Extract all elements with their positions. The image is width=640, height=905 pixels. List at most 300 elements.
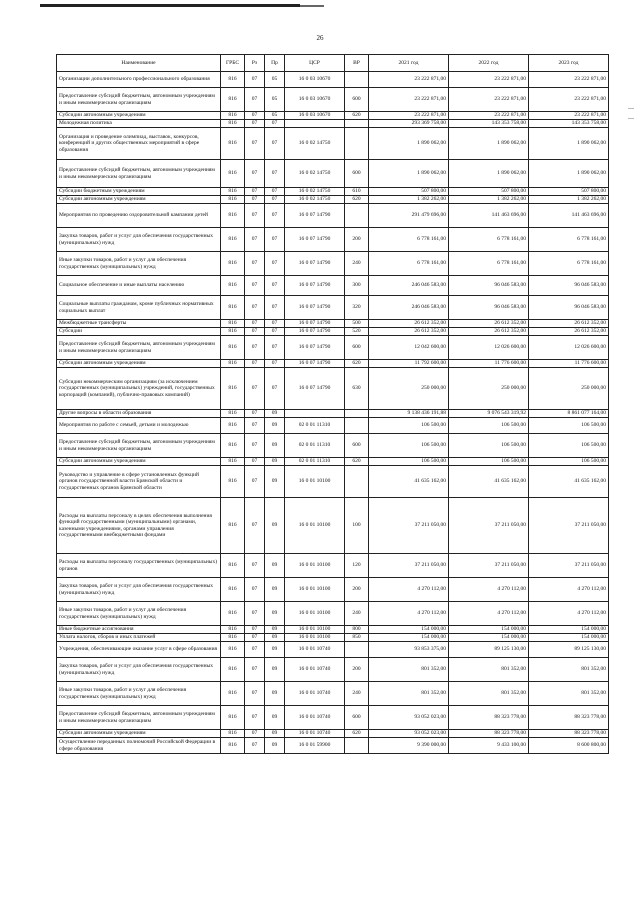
- cell-2021: 23 222 871,00: [369, 88, 449, 112]
- cell-2021: 246 046 583,00: [369, 276, 449, 296]
- cell-rz: 07: [245, 160, 265, 188]
- cell-name: Субсидии автономным учреждениям: [57, 112, 221, 120]
- cell-2022: 11 776 600,00: [449, 360, 529, 368]
- cell-pr: 07: [265, 160, 285, 188]
- table-row: [57, 196, 609, 204]
- cell-2021: 1 890 062,00: [369, 128, 449, 160]
- cell-pr: 07: [265, 320, 285, 328]
- cell-pr: 09: [265, 634, 285, 642]
- cell-pr: 07: [265, 196, 285, 204]
- cell-2021: 507 800,00: [369, 188, 449, 196]
- cell-rz: 07: [245, 578, 265, 602]
- cell-name: Закупка товаров, работ и услуг для обеспечения государственных (муниципальных) нужд: [57, 578, 221, 602]
- cell-csr: 16 0 02 14750: [285, 128, 345, 160]
- cell-csr: 16 0 01 10740: [285, 642, 345, 658]
- cell-name: Осуществление переданных полномочий Российской Федерации в сфере образования: [57, 738, 221, 754]
- cell-vr: 620: [345, 360, 369, 368]
- cell-csr: 16 0 01 10100: [285, 634, 345, 642]
- cell-2023: 801 352,00: [529, 682, 609, 706]
- cell-2023: 143 353 758,00: [529, 120, 609, 128]
- cell-pr: 09: [265, 682, 285, 706]
- table-row: [57, 682, 609, 706]
- table-row: [57, 188, 609, 196]
- cell-2021: 37 211 050,00: [369, 554, 449, 578]
- cell-2021: 23 222 871,00: [369, 112, 449, 120]
- table-row: [57, 642, 609, 658]
- cell-vr: [345, 120, 369, 128]
- cell-pr: 07: [265, 252, 285, 276]
- cell-2021: 291 479 696,00: [369, 204, 449, 228]
- cell-csr: 16 0 01 10740: [285, 730, 345, 738]
- table-row: [57, 626, 609, 634]
- cell-name: Мероприятия по работе с семьей, детьми и молодежью: [57, 418, 221, 434]
- cell-name: Предоставление субсидий бюджетным, автономным учреждениям и иным некоммерческим организациям: [57, 706, 221, 730]
- cell-name: Субсидии автономным учреждениям: [57, 360, 221, 368]
- cell-rz: 07: [245, 410, 265, 418]
- cell-2022: 1 890 062,00: [449, 128, 529, 160]
- cell-grbs: 816: [221, 626, 245, 634]
- cell-grbs: 816: [221, 252, 245, 276]
- cell-2021: 801 352,00: [369, 658, 449, 682]
- cell-name: Иные закупки товаров, работ и услуг для обеспечения государственных (муниципальных) нужд: [57, 252, 221, 276]
- cell-csr: 16 0 07 14790: [285, 228, 345, 252]
- table-row: [57, 112, 609, 120]
- cell-csr: [285, 120, 345, 128]
- cell-2021: 154 000,00: [369, 626, 449, 634]
- cell-2022: 9 433 100,00: [449, 738, 529, 754]
- cell-2023: 8 600 800,00: [529, 738, 609, 754]
- cell-pr: 07: [265, 328, 285, 336]
- col-header-2023: 2023 год: [529, 55, 609, 72]
- scan-artifact-line: [300, 5, 324, 7]
- cell-grbs: 816: [221, 418, 245, 434]
- cell-vr: 520: [345, 328, 369, 336]
- cell-2023: 1 890 062,00: [529, 160, 609, 188]
- cell-2022: 88 323 778,00: [449, 706, 529, 730]
- cell-2023: 1 890 062,00: [529, 128, 609, 160]
- cell-pr: 09: [265, 578, 285, 602]
- cell-vr: 610: [345, 188, 369, 196]
- cell-2022: 88 323 778,00: [449, 730, 529, 738]
- cell-2022: 9 076 543 319,92: [449, 410, 529, 418]
- cell-grbs: 816: [221, 738, 245, 754]
- cell-csr: 16 0 07 14790: [285, 328, 345, 336]
- col-header-csr: ЦСР: [285, 55, 345, 72]
- cell-pr: 09: [265, 642, 285, 658]
- table-row: [57, 738, 609, 754]
- cell-grbs: 816: [221, 336, 245, 360]
- cell-grbs: 816: [221, 320, 245, 328]
- cell-2022: 23 222 871,00: [449, 88, 529, 112]
- cell-2022: 23 222 871,00: [449, 112, 529, 120]
- cell-2023: 12 026 600,00: [529, 336, 609, 360]
- cell-2021: 4 270 112,00: [369, 602, 449, 626]
- cell-pr: 09: [265, 626, 285, 634]
- cell-rz: 07: [245, 276, 265, 296]
- table-row: [57, 336, 609, 360]
- cell-2022: 143 353 758,00: [449, 120, 529, 128]
- cell-2022: 1 382 262,00: [449, 196, 529, 204]
- cell-pr: 05: [265, 72, 285, 88]
- cell-2023: 250 000,00: [529, 368, 609, 410]
- cell-name: Субсидии: [57, 328, 221, 336]
- cell-name: Закупка товаров, работ и услуг для обеспечения государственных (муниципальных) нужд: [57, 228, 221, 252]
- cell-2023: 8 861 077 164,00: [529, 410, 609, 418]
- cell-grbs: 816: [221, 160, 245, 188]
- cell-2021: 12 042 600,00: [369, 336, 449, 360]
- cell-2021: 1 382 262,00: [369, 196, 449, 204]
- cell-2023: 96 046 583,00: [529, 276, 609, 296]
- cell-2021: 6 778 161,00: [369, 228, 449, 252]
- cell-vr: [345, 204, 369, 228]
- scan-mark: [628, 118, 634, 119]
- cell-name: Субсидии автономным учреждениям: [57, 730, 221, 738]
- table-row: [57, 458, 609, 466]
- cell-2023: 507 800,00: [529, 188, 609, 196]
- cell-pr: 07: [265, 204, 285, 228]
- cell-grbs: 816: [221, 128, 245, 160]
- cell-vr: [345, 418, 369, 434]
- cell-name: Уплата налогов, сборов и иных платежей: [57, 634, 221, 642]
- table-row: [57, 434, 609, 458]
- cell-csr: 16 0 01 10100: [285, 554, 345, 578]
- cell-pr: 07: [265, 276, 285, 296]
- cell-rz: 07: [245, 196, 265, 204]
- cell-2023: 89 125 130,00: [529, 642, 609, 658]
- cell-vr: [345, 410, 369, 418]
- cell-csr: 16 0 01 59900: [285, 738, 345, 754]
- cell-name: Организации дополнительного профессионального образования: [57, 72, 221, 88]
- cell-name: Предоставление субсидий бюджетным, автономным учреждениям и иным некоммерческим организациям: [57, 336, 221, 360]
- cell-2023: 801 352,00: [529, 658, 609, 682]
- cell-pr: 07: [265, 368, 285, 410]
- table-row: [57, 602, 609, 626]
- cell-csr: 16 0 07 14790: [285, 252, 345, 276]
- cell-grbs: 816: [221, 196, 245, 204]
- cell-rz: 07: [245, 434, 265, 458]
- cell-csr: 16 0 02 14750: [285, 160, 345, 188]
- col-header-2021: 2021 год: [369, 55, 449, 72]
- table-row: [57, 658, 609, 682]
- table-row: [57, 634, 609, 642]
- cell-vr: 200: [345, 228, 369, 252]
- cell-2023: 106 500,00: [529, 434, 609, 458]
- table-row: [57, 554, 609, 578]
- table-row: [57, 410, 609, 418]
- cell-2021: 6 778 161,00: [369, 252, 449, 276]
- cell-name: Предоставление субсидий бюджетным, автономным учреждениям и иным некоммерческим организациям: [57, 160, 221, 188]
- cell-vr: 600: [345, 434, 369, 458]
- cell-2023: 154 000,00: [529, 626, 609, 634]
- cell-2022: 801 352,00: [449, 658, 529, 682]
- table-row: [57, 120, 609, 128]
- cell-name: Субсидии бюджетным учреждениям: [57, 188, 221, 196]
- col-header-2022: 2022 год: [449, 55, 529, 72]
- cell-name: Социальные выплаты гражданам, кроме публичных нормативных социальных выплат: [57, 296, 221, 320]
- cell-vr: 320: [345, 296, 369, 320]
- col-header-rz: Рз: [245, 55, 265, 72]
- cell-csr: 16 0 01 10100: [285, 626, 345, 634]
- cell-grbs: 816: [221, 328, 245, 336]
- table-row: [57, 276, 609, 296]
- cell-2023: 23 222 871,00: [529, 72, 609, 88]
- cell-pr: 09: [265, 658, 285, 682]
- cell-name: Руководство и управление в сфере установленных функций органов государственной власти Брянской области и государственных органов Брянской области: [57, 466, 221, 498]
- cell-vr: 600: [345, 706, 369, 730]
- cell-2022: 96 046 583,00: [449, 276, 529, 296]
- cell-pr: 05: [265, 112, 285, 120]
- cell-csr: 16 0 07 14790: [285, 336, 345, 360]
- cell-grbs: 816: [221, 120, 245, 128]
- cell-vr: 600: [345, 88, 369, 112]
- cell-name: Мероприятия по проведению оздоровительной кампании детей: [57, 204, 221, 228]
- cell-rz: 07: [245, 228, 265, 252]
- cell-csr: 16 0 01 10100: [285, 466, 345, 498]
- cell-2021: 9 390 000,00: [369, 738, 449, 754]
- cell-pr: 09: [265, 434, 285, 458]
- cell-2021: 106 500,00: [369, 458, 449, 466]
- cell-2021: 23 222 871,00: [369, 72, 449, 88]
- cell-rz: 07: [245, 368, 265, 410]
- budget-table: [56, 54, 609, 754]
- cell-grbs: 816: [221, 88, 245, 112]
- cell-2021: 9 138 436 191,88: [369, 410, 449, 418]
- cell-rz: 07: [245, 120, 265, 128]
- cell-2022: 41 635 162,00: [449, 466, 529, 498]
- cell-rz: 07: [245, 72, 265, 88]
- cell-csr: 16 0 02 14750: [285, 188, 345, 196]
- cell-2022: 23 222 871,00: [449, 72, 529, 88]
- cell-2022: 89 125 130,00: [449, 642, 529, 658]
- cell-grbs: 816: [221, 682, 245, 706]
- cell-grbs: 816: [221, 72, 245, 88]
- cell-csr: 16 0 07 14790: [285, 276, 345, 296]
- cell-pr: 09: [265, 458, 285, 466]
- cell-2021: 801 352,00: [369, 682, 449, 706]
- cell-2022: 106 500,00: [449, 434, 529, 458]
- cell-2023: 26 612 352,00: [529, 320, 609, 328]
- cell-rz: 07: [245, 634, 265, 642]
- cell-2022: 154 000,00: [449, 634, 529, 642]
- cell-2023: 37 211 050,00: [529, 498, 609, 554]
- cell-csr: 16 0 02 14750: [285, 196, 345, 204]
- cell-grbs: 816: [221, 730, 245, 738]
- cell-name: Организация и проведение олимпиад, выставок, конкурсов, конференций и других общественных мероприятий в сфере образования: [57, 128, 221, 160]
- cell-2021: 11 792 600,00: [369, 360, 449, 368]
- table-row: [57, 128, 609, 160]
- cell-grbs: 816: [221, 602, 245, 626]
- table-row: [57, 320, 609, 328]
- cell-rz: 07: [245, 328, 265, 336]
- cell-grbs: 816: [221, 554, 245, 578]
- table-row: [57, 204, 609, 228]
- cell-name: Межбюджетные трансферты: [57, 320, 221, 328]
- cell-2021: 1 890 062,00: [369, 160, 449, 188]
- cell-2021: 106 500,00: [369, 418, 449, 434]
- cell-2021: 37 211 050,00: [369, 498, 449, 554]
- cell-2023: 88 323 778,00: [529, 706, 609, 730]
- cell-2022: 801 352,00: [449, 682, 529, 706]
- cell-csr: 16 0 07 14790: [285, 368, 345, 410]
- cell-grbs: 816: [221, 296, 245, 320]
- cell-name: Иные закупки товаров, работ и услуг для обеспечения государственных (муниципальных) нужд: [57, 602, 221, 626]
- cell-rz: 07: [245, 466, 265, 498]
- cell-name: Молодежная политика: [57, 120, 221, 128]
- cell-pr: 09: [265, 554, 285, 578]
- cell-2023: 4 270 112,00: [529, 602, 609, 626]
- cell-vr: [345, 642, 369, 658]
- col-header-grbs: ГРБС: [221, 55, 245, 72]
- table-row: [57, 498, 609, 554]
- cell-2023: 41 635 162,00: [529, 466, 609, 498]
- table-row: [57, 328, 609, 336]
- cell-2023: 141 463 696,00: [529, 204, 609, 228]
- cell-csr: 16 0 01 10740: [285, 682, 345, 706]
- cell-grbs: 816: [221, 578, 245, 602]
- cell-2022: 37 211 050,00: [449, 554, 529, 578]
- cell-csr: 16 0 03 10670: [285, 112, 345, 120]
- cell-name: Социальное обеспечение и иные выплаты населению: [57, 276, 221, 296]
- cell-rz: 07: [245, 626, 265, 634]
- cell-2021: 93 853 375,00: [369, 642, 449, 658]
- cell-2023: 88 323 778,00: [529, 730, 609, 738]
- cell-rz: 07: [245, 252, 265, 276]
- cell-2023: 6 778 161,00: [529, 252, 609, 276]
- cell-pr: 09: [265, 410, 285, 418]
- col-header-vr: ВР: [345, 55, 369, 72]
- cell-2021: 154 000,00: [369, 634, 449, 642]
- cell-pr: 07: [265, 228, 285, 252]
- cell-csr: 16 0 03 10670: [285, 88, 345, 112]
- cell-rz: 07: [245, 602, 265, 626]
- cell-name: Субсидии автономным учреждениям: [57, 196, 221, 204]
- cell-pr: 07: [265, 188, 285, 196]
- cell-csr: 02 0 01 11310: [285, 418, 345, 434]
- cell-2022: 12 026 600,00: [449, 336, 529, 360]
- cell-name: Субсидии некоммерческим организациям (за исключением государственных (муниципальных) учреждений, государственных корпораций (компаний), публично-правовых компаний): [57, 368, 221, 410]
- cell-2023: 4 270 112,00: [529, 578, 609, 602]
- cell-2023: 37 211 050,00: [529, 554, 609, 578]
- cell-rz: 07: [245, 188, 265, 196]
- cell-vr: [345, 738, 369, 754]
- cell-pr: 07: [265, 296, 285, 320]
- cell-2022: 6 778 161,00: [449, 228, 529, 252]
- cell-2022: 250 000,00: [449, 368, 529, 410]
- cell-2022: 4 270 112,00: [449, 578, 529, 602]
- cell-grbs: 816: [221, 634, 245, 642]
- cell-2022: 106 500,00: [449, 458, 529, 466]
- cell-2022: 6 778 161,00: [449, 252, 529, 276]
- cell-vr: 100: [345, 498, 369, 554]
- cell-vr: [345, 466, 369, 498]
- cell-rz: 07: [245, 296, 265, 320]
- cell-csr: 16 0 01 10100: [285, 602, 345, 626]
- cell-name: Расходы на выплаты персоналу государственных (муниципальных) органов: [57, 554, 221, 578]
- cell-csr: 02 0 01 11310: [285, 434, 345, 458]
- cell-grbs: 816: [221, 434, 245, 458]
- cell-2023: 96 046 583,00: [529, 296, 609, 320]
- cell-2021: 41 635 162,00: [369, 466, 449, 498]
- cell-2022: 106 500,00: [449, 418, 529, 434]
- col-header-pr: Пр: [265, 55, 285, 72]
- cell-csr: 16 0 07 14790: [285, 360, 345, 368]
- cell-pr: 09: [265, 706, 285, 730]
- cell-rz: 07: [245, 706, 265, 730]
- cell-csr: 16 0 07 14790: [285, 204, 345, 228]
- cell-vr: 850: [345, 634, 369, 642]
- cell-rz: 07: [245, 112, 265, 120]
- cell-rz: 07: [245, 128, 265, 160]
- cell-rz: 07: [245, 554, 265, 578]
- cell-grbs: 816: [221, 188, 245, 196]
- table-row: [57, 466, 609, 498]
- cell-pr: 07: [265, 360, 285, 368]
- cell-2023: 106 500,00: [529, 458, 609, 466]
- cell-rz: 07: [245, 458, 265, 466]
- cell-vr: 620: [345, 458, 369, 466]
- cell-grbs: 816: [221, 368, 245, 410]
- cell-csr: 16 0 01 10740: [285, 706, 345, 730]
- cell-rz: 07: [245, 658, 265, 682]
- cell-vr: 500: [345, 320, 369, 328]
- cell-grbs: 816: [221, 458, 245, 466]
- scan-artifact-line: [40, 4, 300, 7]
- cell-2021: 93 052 023,00: [369, 730, 449, 738]
- cell-2022: 1 890 062,00: [449, 160, 529, 188]
- cell-grbs: 816: [221, 410, 245, 418]
- cell-vr: 200: [345, 658, 369, 682]
- cell-csr: 02 0 01 11310: [285, 458, 345, 466]
- cell-csr: 16 0 01 10100: [285, 498, 345, 554]
- table-header-row: [57, 55, 609, 72]
- cell-2021: 293 369 758,00: [369, 120, 449, 128]
- table-row: [57, 296, 609, 320]
- cell-vr: 240: [345, 602, 369, 626]
- cell-csr: 16 0 01 10740: [285, 658, 345, 682]
- table-row: [57, 578, 609, 602]
- scan-mark: [628, 108, 634, 109]
- cell-2021: 106 500,00: [369, 434, 449, 458]
- cell-2022: 26 612 352,00: [449, 328, 529, 336]
- cell-pr: 05: [265, 88, 285, 112]
- table-row: [57, 160, 609, 188]
- cell-rz: 07: [245, 360, 265, 368]
- cell-grbs: 816: [221, 204, 245, 228]
- cell-rz: 07: [245, 730, 265, 738]
- cell-grbs: 816: [221, 706, 245, 730]
- cell-csr: 16 0 07 14790: [285, 320, 345, 328]
- cell-2022: 4 270 112,00: [449, 602, 529, 626]
- table-row: [57, 418, 609, 434]
- cell-grbs: 816: [221, 276, 245, 296]
- cell-2023: 154 000,00: [529, 634, 609, 642]
- table-row: [57, 706, 609, 730]
- table-row: [57, 730, 609, 738]
- cell-vr: 240: [345, 252, 369, 276]
- cell-pr: 07: [265, 120, 285, 128]
- cell-pr: 09: [265, 418, 285, 434]
- cell-2023: 106 500,00: [529, 418, 609, 434]
- cell-rz: 07: [245, 88, 265, 112]
- cell-vr: 620: [345, 730, 369, 738]
- cell-2022: 26 612 352,00: [449, 320, 529, 328]
- cell-rz: 07: [245, 738, 265, 754]
- cell-name: Предоставление субсидий бюджетным, автономным учреждениям и иным некоммерческим организациям: [57, 88, 221, 112]
- cell-vr: 120: [345, 554, 369, 578]
- table-row: [57, 228, 609, 252]
- cell-grbs: 816: [221, 658, 245, 682]
- cell-2021: 26 612 352,00: [369, 328, 449, 336]
